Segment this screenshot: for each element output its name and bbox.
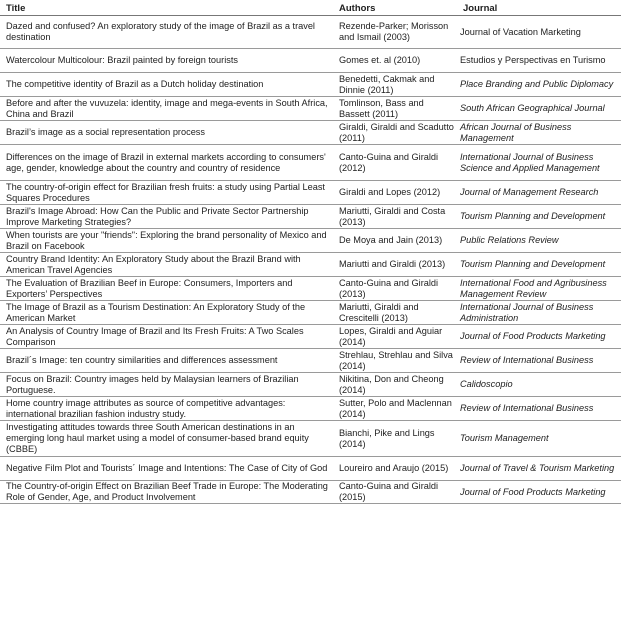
row-authors: Loureiro and Araujo (2015) — [333, 457, 457, 481]
row-authors: Bianchi, Pike and Lings (2014) — [333, 421, 457, 457]
row-journal: International Journal of Business Administration — [457, 301, 621, 325]
row-title: Differences on the image of Brazil in external markets according to consumers' age, gender, knowledge about the country and country of residence — [0, 145, 333, 181]
table-row — [0, 73, 621, 97]
row-title: Watercolour Multicolour: Brazil painted by foreign tourists — [0, 49, 333, 73]
row-journal: South African Geographical Journal — [457, 97, 621, 121]
row-title: Home country image attributes as source of competitive advantages: international brazilian fashion industry study. — [0, 397, 333, 421]
row-title: The competitive identity of Brazil as a Dutch holiday destination — [0, 73, 333, 97]
row-journal: Calidoscopio — [457, 373, 621, 397]
table-row — [0, 277, 621, 301]
row-authors: Rezende-Parker; Morisson and Ismail (2003) — [333, 16, 457, 49]
table-body — [0, 16, 621, 504]
row-journal: African Journal of Business Management — [457, 121, 621, 145]
row-authors: Gomes et. al (2010) — [333, 49, 457, 73]
row-authors: Tomlinson, Bass and Bassett (2011) — [333, 97, 457, 121]
row-journal: Review of International Business — [457, 349, 621, 373]
row-title: The Image of Brazil as a Tourism Destination: An Exploratory Study of the American Market — [0, 301, 333, 325]
table-row — [0, 145, 621, 181]
row-authors: Canto-Guina and Giraldi (2012) — [333, 145, 457, 181]
table-row — [0, 481, 621, 504]
table-row — [0, 97, 621, 121]
table-row — [0, 49, 621, 73]
row-title: Brazil's Image Abroad: How Can the Public and Private Sector Partnership Improve Marketing Strategies? — [0, 205, 333, 229]
row-journal: International Journal of Business Science and Applied Management — [457, 145, 621, 181]
row-journal: Journal of Management Research — [457, 181, 621, 205]
row-title: Investigating attitudes towards three South American destinations in an emerging long haul market using a model of consumer-based brand equity (CBBE) — [0, 421, 333, 457]
row-title: Before and after the vuvuzela: identity, image and mega-events in South Africa, China and Brazil — [0, 97, 333, 121]
row-title: Country Brand Identity: An Exploratory Study about the Brazil Brand with American Travel Agencies — [0, 253, 333, 277]
row-authors: Giraldi, Giraldi and Scadutto (2011) — [333, 121, 457, 145]
row-authors: Canto-Guina and Giraldi (2015) — [333, 481, 457, 504]
title-header: Title — [0, 0, 333, 16]
authors-header: Authors — [333, 0, 457, 16]
row-journal: Tourism Management — [457, 421, 621, 457]
row-authors: Lopes, Giraldi and Aguiar (2014) — [333, 325, 457, 349]
row-authors: Giraldi and Lopes (2012) — [333, 181, 457, 205]
row-title: When tourists are your "friends": Exploring the brand personality of Mexico and Brazil on Facebook — [0, 229, 333, 253]
table-row — [0, 421, 621, 457]
row-journal: Journal of Food Products Marketing — [457, 325, 621, 349]
table-row — [0, 16, 621, 49]
row-authors: Strehlau, Strehlau and Silva (2014) — [333, 349, 457, 373]
row-journal: Journal of Food Products Marketing — [457, 481, 621, 504]
row-title: The Evaluation of Brazilian Beef in Europe: Consumers, Importers and Exporters’ Perspectives — [0, 277, 333, 301]
row-journal: Place Branding and Public Diplomacy — [457, 73, 621, 97]
row-authors: Benedetti, Cakmak and Dinnie (2011) — [333, 73, 457, 97]
row-journal: Review of International Business — [457, 397, 621, 421]
row-title: An Analysis of Country Image of Brazil and Its Fresh Fruits: A Two Scales Comparison — [0, 325, 333, 349]
row-title: The country-of-origin effect for Brazilian fresh fruits: a study using Partial Least Squares Procedures — [0, 181, 333, 205]
table-row — [0, 121, 621, 145]
row-authors: Mariutti and Giraldi (2013) — [333, 253, 457, 277]
row-title: The Country-of-origin Effect on Brazilian Beef Trade in Europe: The Moderating Role of Gender, Age, and Product Involvement — [0, 481, 333, 504]
row-title: Dazed and confused? An exploratory study of the image of Brazil as a travel destination — [0, 16, 333, 49]
table-row — [0, 373, 621, 397]
row-authors: De Moya and Jain (2013) — [333, 229, 457, 253]
table-row — [0, 457, 621, 481]
row-authors: Sutter, Polo and Maclennan (2014) — [333, 397, 457, 421]
table-row — [0, 397, 621, 421]
table-row — [0, 301, 621, 325]
row-title: Focus on Brazil: Country images held by Malaysian learners of Brazilian Portuguese. — [0, 373, 333, 397]
row-authors: Mariutti, Giraldi and Costa (2013) — [333, 205, 457, 229]
row-journal: Public Relations Review — [457, 229, 621, 253]
table-row — [0, 325, 621, 349]
row-authors: Mariutti, Giraldi and Crescitelli (2013) — [333, 301, 457, 325]
table-row — [0, 181, 621, 205]
header-row — [0, 0, 621, 16]
row-journal: International Food and Agribusiness Management Review — [457, 277, 621, 301]
row-journal: Journal of Travel & Tourism Marketing — [457, 457, 621, 481]
row-journal: Tourism Planning and Development — [457, 253, 621, 277]
table-row — [0, 349, 621, 373]
row-title: Brazil’s image as a social representation process — [0, 121, 333, 145]
row-authors: Canto-Guina and Giraldi (2013) — [333, 277, 457, 301]
row-journal: Estudios y Perspectivas en Turismo — [457, 49, 621, 73]
row-title: Brazil´s Image: ten country similarities and differences assessment — [0, 349, 333, 373]
table-row — [0, 229, 621, 253]
journal-header: Journal — [457, 0, 621, 16]
row-journal: Tourism Planning and Development — [457, 205, 621, 229]
row-title: Negative Film Plot and Tourists´ Image and Intentions: The Case of City of God — [0, 457, 333, 481]
row-journal: Journal of Vacation Marketing — [457, 16, 621, 49]
table-row — [0, 253, 621, 277]
table-row — [0, 205, 621, 229]
row-authors: Nikitina, Don and Cheong (2014) — [333, 373, 457, 397]
